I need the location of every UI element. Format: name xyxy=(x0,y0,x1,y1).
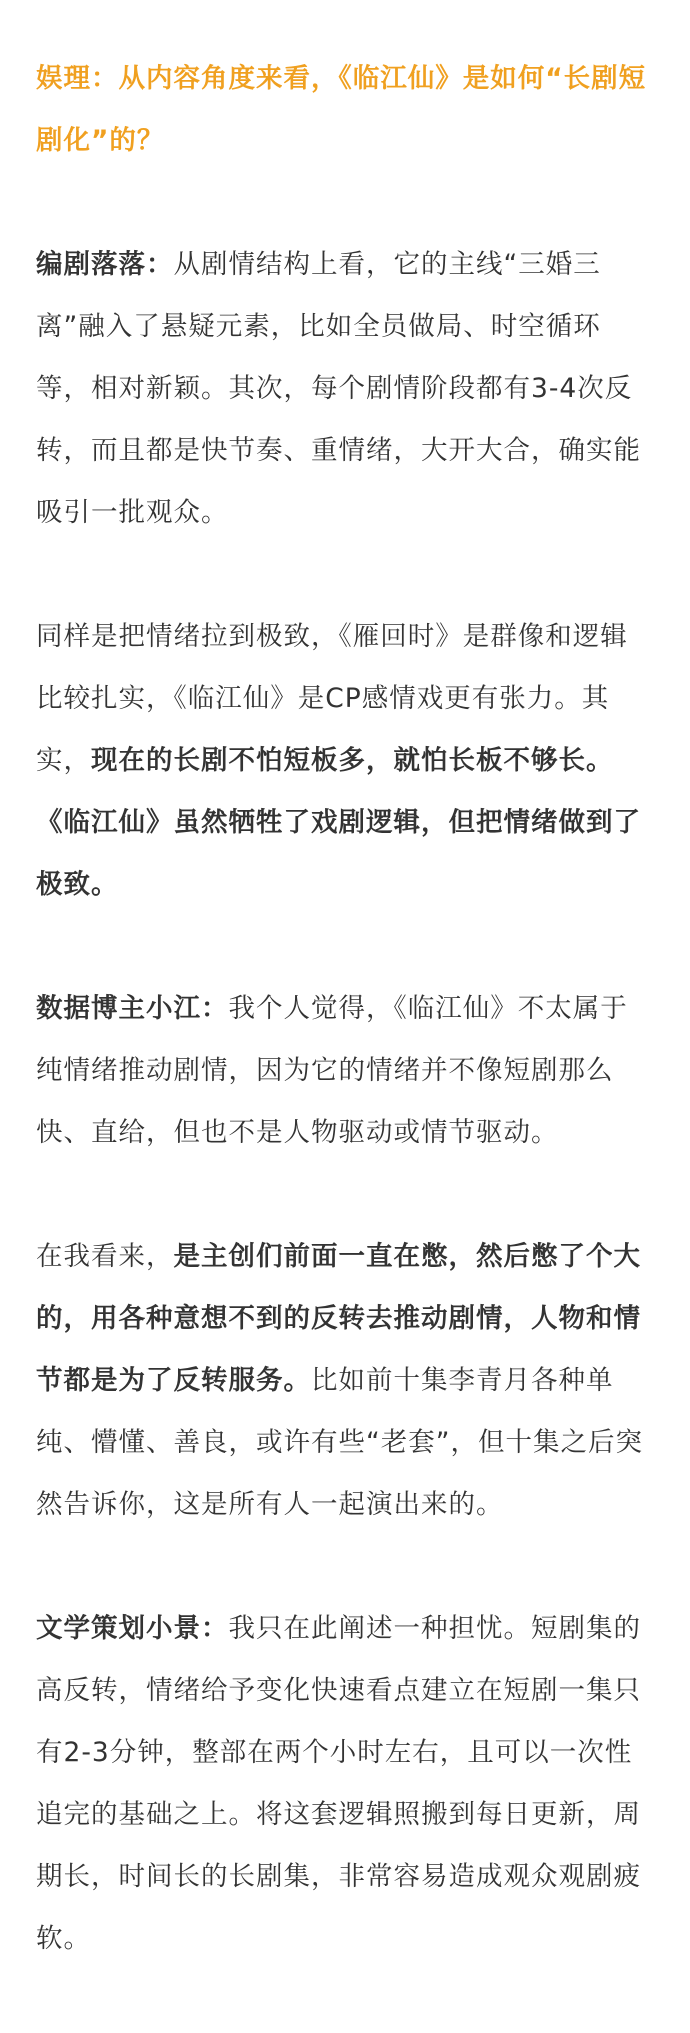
speaker-name: 编剧落落： xyxy=(36,249,174,280)
answer-text: 我只在此阐述一种担忧。短剧集的高反转，情绪给予变化快速看点建立在短剧一集只有2-3分钟，整部在两个小时左右，且可以一次性追完的基础之上。将这套逻辑照搬到每日更新，周期长，时间长的长剧集，非常容易造成观众观剧疲软。 xyxy=(36,1613,641,1954)
answer-text: 比如前十集李青月各种单纯、懵懂、善良，或许有些“老套”，但十集之后突然告诉你，这是所有人一起演出来的。 xyxy=(36,1365,643,1520)
answer-paragraph-4 xyxy=(36,1226,654,1536)
answer-paragraph-5 xyxy=(36,1598,654,1970)
emphasis-text: 是主创们前面一直在憋，然后憋了个大的，用各种意想不到的反转去推动剧情，人物和情节都是为了反转服务。 xyxy=(36,1241,641,1396)
answer-paragraph-1 xyxy=(36,234,654,544)
emphasis-text: 现在的长剧不怕短板多，就怕长板不够长。《临江仙》虽然牺牲了戏剧逻辑，但把情绪做到了极致。 xyxy=(36,745,641,900)
interview-question: 娱理：从内容角度来看，《临江仙》是如何“长剧短剧化”的？ xyxy=(36,63,647,156)
speaker-name: 数据博主小江： xyxy=(36,993,229,1024)
speaker-name: 文学策划小景： xyxy=(36,1613,229,1644)
answer-paragraph-3 xyxy=(36,978,654,1164)
answer-text: 同样是把情绪拉到极致，《雁回时》是群像和逻辑比较扎实，《临江仙》是CP感情戏更有张力。其实， xyxy=(36,621,628,776)
answer-text: 我个人觉得，《临江仙》不太属于纯情绪推动剧情，因为它的情绪并不像短剧那么快、直给，但也不是人物驱动或情节驱动。 xyxy=(36,993,628,1148)
answer-text: 在我看来， xyxy=(36,1241,174,1272)
answer-paragraph-2 xyxy=(36,606,654,916)
answer-text: 从剧情结构上看，它的主线“三婚三离”融入了悬疑元素，比如全员做局、时空循环等，相对新颖。其次，每个剧情阶段都有3-4次反转，而且都是快节奏、重情绪，大开大合，确实能吸引一批观众。 xyxy=(36,249,641,528)
